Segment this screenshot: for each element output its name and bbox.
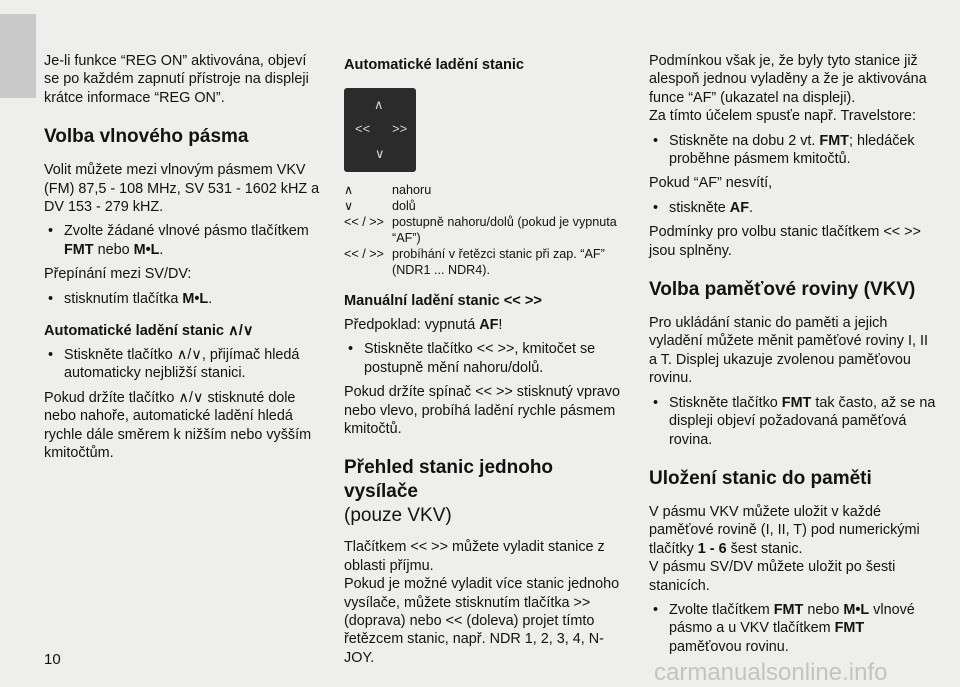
switch-mw-lw-text: Přepínání mezi SV/DV: (44, 266, 192, 283)
column-middle (344, 52, 626, 667)
legend-row: ∧ nahoru (344, 183, 432, 197)
memory-level-text: Pro ukládání stanic do paměti a jejich vyladění můžete měnit paměťové roviny I, II a T. Displej ukazuje zvolenou paměťovou rovinu. (649, 315, 928, 387)
overview-text-1: Tlačítkem << >> můžete vyladit stanice z oblasti příjmu. (344, 539, 605, 574)
manual-prereq: Předpoklad: vypnutá AF! (344, 317, 503, 333)
auto-tuning-hold-text: Pokud držíte tlačítko ∧/∨ stisknuté dole nebo nahoře, automatické ladění hledá rychle dále směrem k nižším nebo vyšším kmitočtům. (44, 389, 312, 462)
heading-auto-tuning-arrows: Automatické ladění stanic ∧/∨ (44, 323, 254, 340)
af-off-text: Pokud “AF” nesvítí, (649, 175, 773, 192)
memory-level-bullet: • Stiskněte tlačítko FMT tak často, až se na displeji objeví požadovaná paměťová rovina. (649, 394, 939, 449)
overview-text-2: Pokud je možné vyladit více stanic jednoho vysílače, můžete stisknutím tlačítka >> (doprava) nebo << (doleva) projet tímto řetězcem stanic, např. NDR 1, 2, 3, 4, N-JOY. (344, 576, 620, 666)
down-arrow-icon: ∨ (375, 146, 385, 161)
store-text-1: V pásmu VKV můžete uložit v každé paměťové rovině (I, II, T) pod numerickými tlačítky 1 - 6 šest stanic. (649, 503, 920, 557)
store-text-2: V pásmu SV/DV můžete uložit po šesti stanicích. (649, 559, 896, 594)
heading-manual-tuning: Manuální ladění stanic << >> (344, 293, 542, 309)
condition-text: Podmínkou však je, že byly tyto stanice již alespoň jednou vyladěny a že je aktivována funce “AF” (ukazatel na displeji). (649, 53, 927, 106)
seek-left-icon: << (355, 121, 371, 136)
watermark: carmanualsonline.info (654, 659, 888, 686)
page-edge-tab (0, 14, 36, 98)
band-bullet: • Zvolte žádané vlnové pásmo tlačítkem FMT nebo M•L. (44, 222, 324, 259)
heading-band-selection: Volba vlnového pásma (44, 126, 249, 148)
key-legend (344, 182, 626, 278)
manual-hold-text: Pokud držíte spínač << >> stisknutý vpravo nebo vlevo, probíhá ladění rychle pásmem kmitočtů. (344, 384, 620, 438)
switch-bullet: • stisknutím tlačítka M•L. (44, 290, 324, 308)
legend-row: << / >> probíhání v řetězci stanic při zap. “AF” (NDR1 ... NDR4). (344, 247, 605, 277)
heading-auto-tuning: Automatické ladění stanic (344, 57, 525, 73)
legend-row: << / >> postupně nahoru/dolů (pokud je vypnuta “AF”) (344, 215, 617, 245)
travelstore-text: Za tímto účelem spusťe např. Travelstore: (649, 108, 916, 125)
store-bullet: • Zvolte tlačítkem FMT nebo M•L vlnové pásmo a u VKV tlačítkem FMT paměťovou rovinu. (649, 601, 939, 656)
band-range-text: Volit můžete mezi vlnovým pásmem VKV (FM) 87,5 - 108 MHz, SV 531 - 1602 kHZ a DV 153 - 279 kHZ. (44, 162, 320, 216)
tuning-key-illustration (344, 88, 416, 172)
page-number: 10 (44, 651, 61, 668)
heading-station-overview: Přehled stanic jednoho vysílače (pouze VKV) (344, 457, 554, 527)
heading-memory-level: Volba paměťové roviny (VKV) (649, 279, 916, 301)
column-right (649, 52, 939, 662)
up-arrow-icon: ∧ (374, 97, 384, 112)
auto-tuning-bullet: • Stiskněte tlačítko ∧/∨, přijímač hledá automaticky nejbližší stanici. (44, 346, 324, 383)
heading-store-stations: Uložení stanic do paměti (649, 467, 872, 489)
legend-row: ∨ dolů (344, 199, 416, 213)
travelstore-bullet: • Stiskněte na dobu 2 vt. FMT; hledáček proběhne pásmem kmitočtů. (649, 132, 939, 169)
reg-on-intro: Je-li funkce “REG ON” aktivována, objeví se po každém zapnutí přístroje na displeji krátce informace “REG ON”. (44, 53, 309, 106)
conditions-met-text: Podmínky pro volbu stanic tlačítkem << >> jsou splněny. (649, 224, 921, 259)
af-bullet: • stiskněte AF. (649, 199, 939, 217)
column-left (44, 52, 324, 463)
manual-bullet: • Stiskněte tlačítko << >>, kmitočet se postupně mění nahoru/dolů. (344, 340, 626, 377)
seek-right-icon: >> (392, 121, 408, 136)
